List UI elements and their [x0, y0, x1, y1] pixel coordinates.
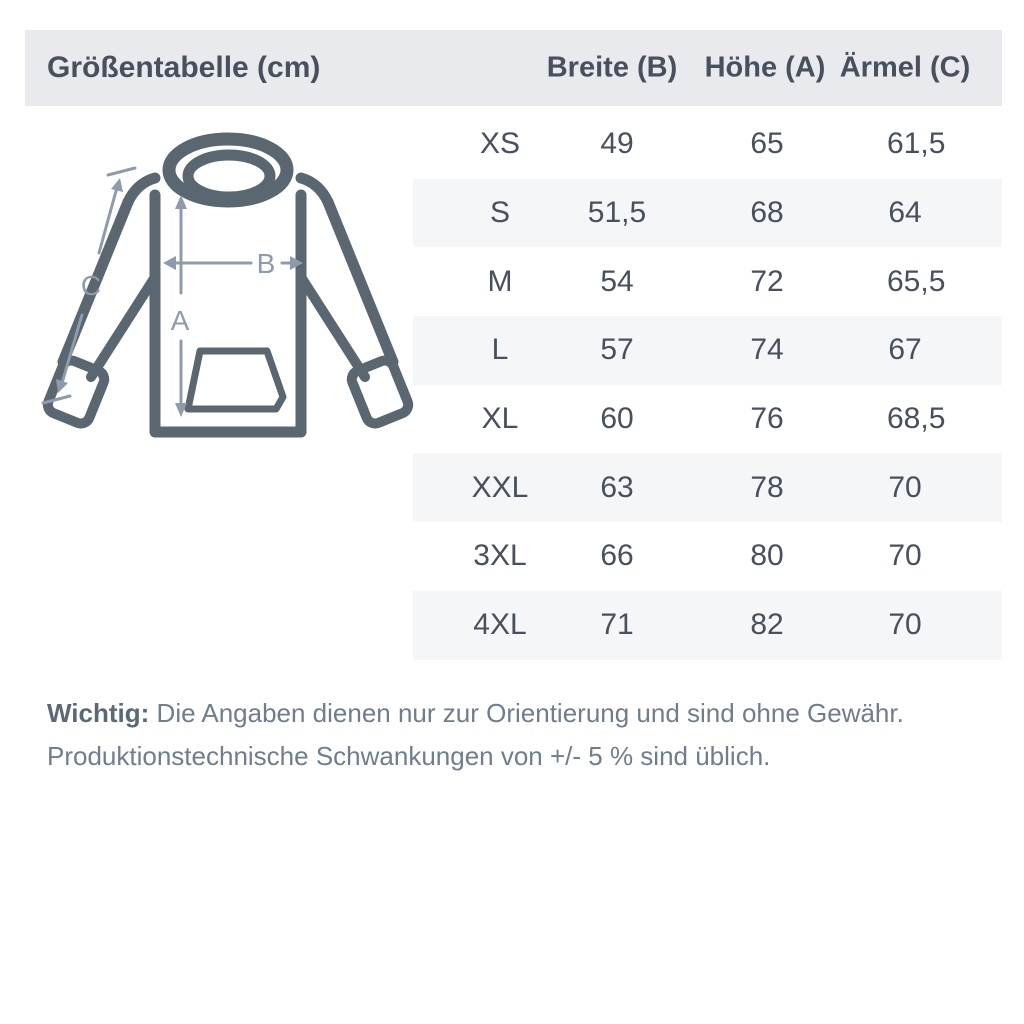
hoehe-cell: 74 — [750, 333, 784, 367]
col-header-aermel: Ärmel (C) — [839, 51, 971, 84]
hoodie-left-cuff — [45, 358, 107, 426]
aermel-cell: 70 — [888, 539, 922, 573]
breite-cell: 57 — [600, 333, 634, 367]
hoodie-hood-inner — [188, 155, 270, 197]
size-cell: XXL — [471, 470, 529, 504]
size-table-body — [413, 110, 1002, 660]
breite-cell: 54 — [600, 264, 634, 298]
breite-cell: 49 — [600, 127, 634, 161]
table-row — [413, 591, 1002, 660]
measure-label-c: C — [80, 270, 102, 301]
measure-label-a: A — [170, 305, 190, 336]
aermel-cell: 67 — [888, 333, 922, 367]
breite-cell: 71 — [600, 608, 634, 642]
disclaimer-text: Die Angaben dienen nur zur Orientierung und sind ohne Gewähr. Produktionstechnische Schwankungen von +/- 5 % sind üblich. — [47, 698, 904, 771]
aermel-cell: 65,5 — [887, 264, 946, 298]
hoehe-cell: 78 — [750, 470, 784, 504]
size-cell: XL — [481, 402, 519, 436]
size-chart-header — [25, 30, 1002, 106]
table-row — [413, 453, 1002, 522]
breite-cell: 51,5 — [587, 196, 647, 230]
breite-cell: 60 — [600, 402, 634, 436]
hoehe-cell: 80 — [750, 539, 784, 573]
aermel-cell: 61,5 — [887, 127, 946, 161]
aermel-cell: 68,5 — [887, 402, 946, 436]
breite-cell: 66 — [600, 539, 634, 573]
hoehe-cell: 68 — [750, 196, 784, 230]
table-row — [413, 247, 1002, 316]
hoehe-cell: 65 — [750, 127, 784, 161]
hoodie-pocket — [188, 351, 283, 409]
table-row — [413, 385, 1002, 454]
hoodie-diagram — [25, 125, 415, 465]
measure-label-b: B — [256, 248, 276, 279]
col-header-hoehe: Höhe (A) — [704, 51, 826, 84]
measure-tick-top — [108, 168, 135, 175]
hoehe-cell: 76 — [750, 402, 784, 436]
breite-cell: 63 — [600, 470, 634, 504]
table-row — [413, 522, 1002, 591]
size-cell: 3XL — [473, 539, 527, 573]
hoehe-cell: 72 — [750, 264, 784, 298]
aermel-cell: 70 — [888, 470, 922, 504]
hoehe-cell: 82 — [750, 608, 784, 642]
col-header-breite: Breite (B) — [546, 51, 678, 84]
disclaimer-label: Wichtig: — [47, 698, 150, 728]
table-row — [413, 316, 1002, 385]
hoodie-right-cuff — [349, 358, 411, 426]
aermel-cell: 64 — [888, 196, 922, 230]
hoodie-right-sleeve — [301, 178, 393, 362]
size-cell: XS — [479, 127, 521, 161]
page-title: Größentabelle (cm) — [47, 51, 321, 84]
size-cell: 4XL — [473, 608, 527, 642]
size-cell: S — [489, 196, 510, 230]
size-cell: M — [487, 264, 513, 298]
size-cell: L — [491, 333, 509, 367]
table-row — [413, 179, 1002, 248]
aermel-cell: 70 — [888, 608, 922, 642]
disclaimer-note — [47, 692, 952, 778]
table-row — [413, 110, 1002, 179]
